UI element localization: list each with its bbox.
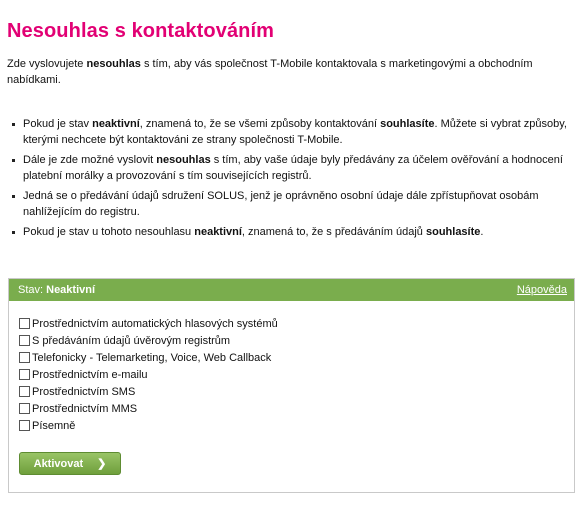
option-label: Telefonicky - Telemarketing, Voice, Web Callback [32,351,272,364]
bullet-text: Jedná se o předávání údajů sdružení SOLUS, jenž je oprávněno osobní údaje dále zpřístupňovat osobám nahlížejícím do registru. [23,190,539,218]
option-automated-voice[interactable] [19,315,278,332]
option-sms[interactable] [19,383,278,400]
bullet-strong: nesouhlas [156,154,211,166]
intro-pre: Zde vyslovujete [7,58,87,70]
option-label: S předáváním údajů úvěrovým registrům [32,334,231,347]
bullet-icon [12,195,15,198]
option-label: Prostřednictvím automatických hlasových systémů [32,317,278,330]
option-checkbox[interactable] [19,335,30,346]
bullet-text: . Můžete si vybrat způsoby, kterými nechcete být kontaktováni ze strany společnosti T-Mobile. [23,118,567,146]
bullet-text: , znamená to, že se všemi způsoby kontaktování [139,118,381,130]
panel-header [9,279,574,301]
intro-text [7,56,567,88]
bullet-strong: souhlasíte [380,118,435,130]
status-label: Stav: [18,284,47,296]
option-checkbox[interactable] [19,352,30,363]
option-mms[interactable] [19,400,278,417]
option-label: Písemně [32,419,76,432]
bullet-text: Pokud je stav u tohoto nesouhlasu [23,226,195,238]
info-bullet [7,152,575,184]
page-title: Nesouhlas s kontaktováním [7,20,275,42]
bullet-text: Dále je zde možné vyslovit [23,154,157,166]
option-checkbox[interactable] [19,386,30,397]
option-label: Prostřednictvím MMS [32,402,138,415]
option-written[interactable] [19,417,278,434]
activate-label: Aktivovat [33,457,84,470]
info-bullet [7,188,575,220]
info-bullet [7,116,575,148]
bullet-icon [12,231,15,234]
activate-button[interactable] [19,452,121,475]
option-checkbox[interactable] [19,420,30,431]
consent-panel [8,278,575,493]
bullet-text: , znamená to, že s předáváním údajů [241,226,426,238]
option-credit-registers[interactable] [19,332,278,349]
bullet-text: . [480,226,484,238]
option-label: Prostřednictvím e-mailu [32,368,148,381]
bullet-text: Pokud je stav [23,118,93,130]
status-text [18,284,95,296]
option-label: Prostřednictvím SMS [32,385,136,398]
consent-options [19,315,278,434]
status-value: Neaktivní [46,284,96,296]
help-link[interactable]: Nápověda [516,284,567,296]
bullet-text: s tím, aby vaše údaje byly předávány za účelem ověřování a hodnocení platební morálky a provozování s tím souvisejících registrů. [23,154,563,182]
info-bullet [7,224,575,240]
intro-strong: nesouhlas [86,58,141,70]
option-email[interactable] [19,366,278,383]
info-bullet-list [7,116,575,244]
option-checkbox[interactable] [19,403,30,414]
bullet-strong: souhlasíte [425,226,481,238]
option-telemarketing[interactable] [19,349,278,366]
bullet-strong: neaktivní [194,226,242,238]
option-checkbox[interactable] [19,369,30,380]
intro-post: s tím, aby vás společnost T-Mobile kontaktovala s marketingovými a obchodním nabídkami. [7,58,533,86]
option-checkbox[interactable] [19,318,30,329]
bullet-strong: neaktivní [92,118,140,130]
chevron-right-icon: ❯ [97,458,107,470]
bullet-icon [12,159,15,162]
bullet-icon [12,123,15,126]
